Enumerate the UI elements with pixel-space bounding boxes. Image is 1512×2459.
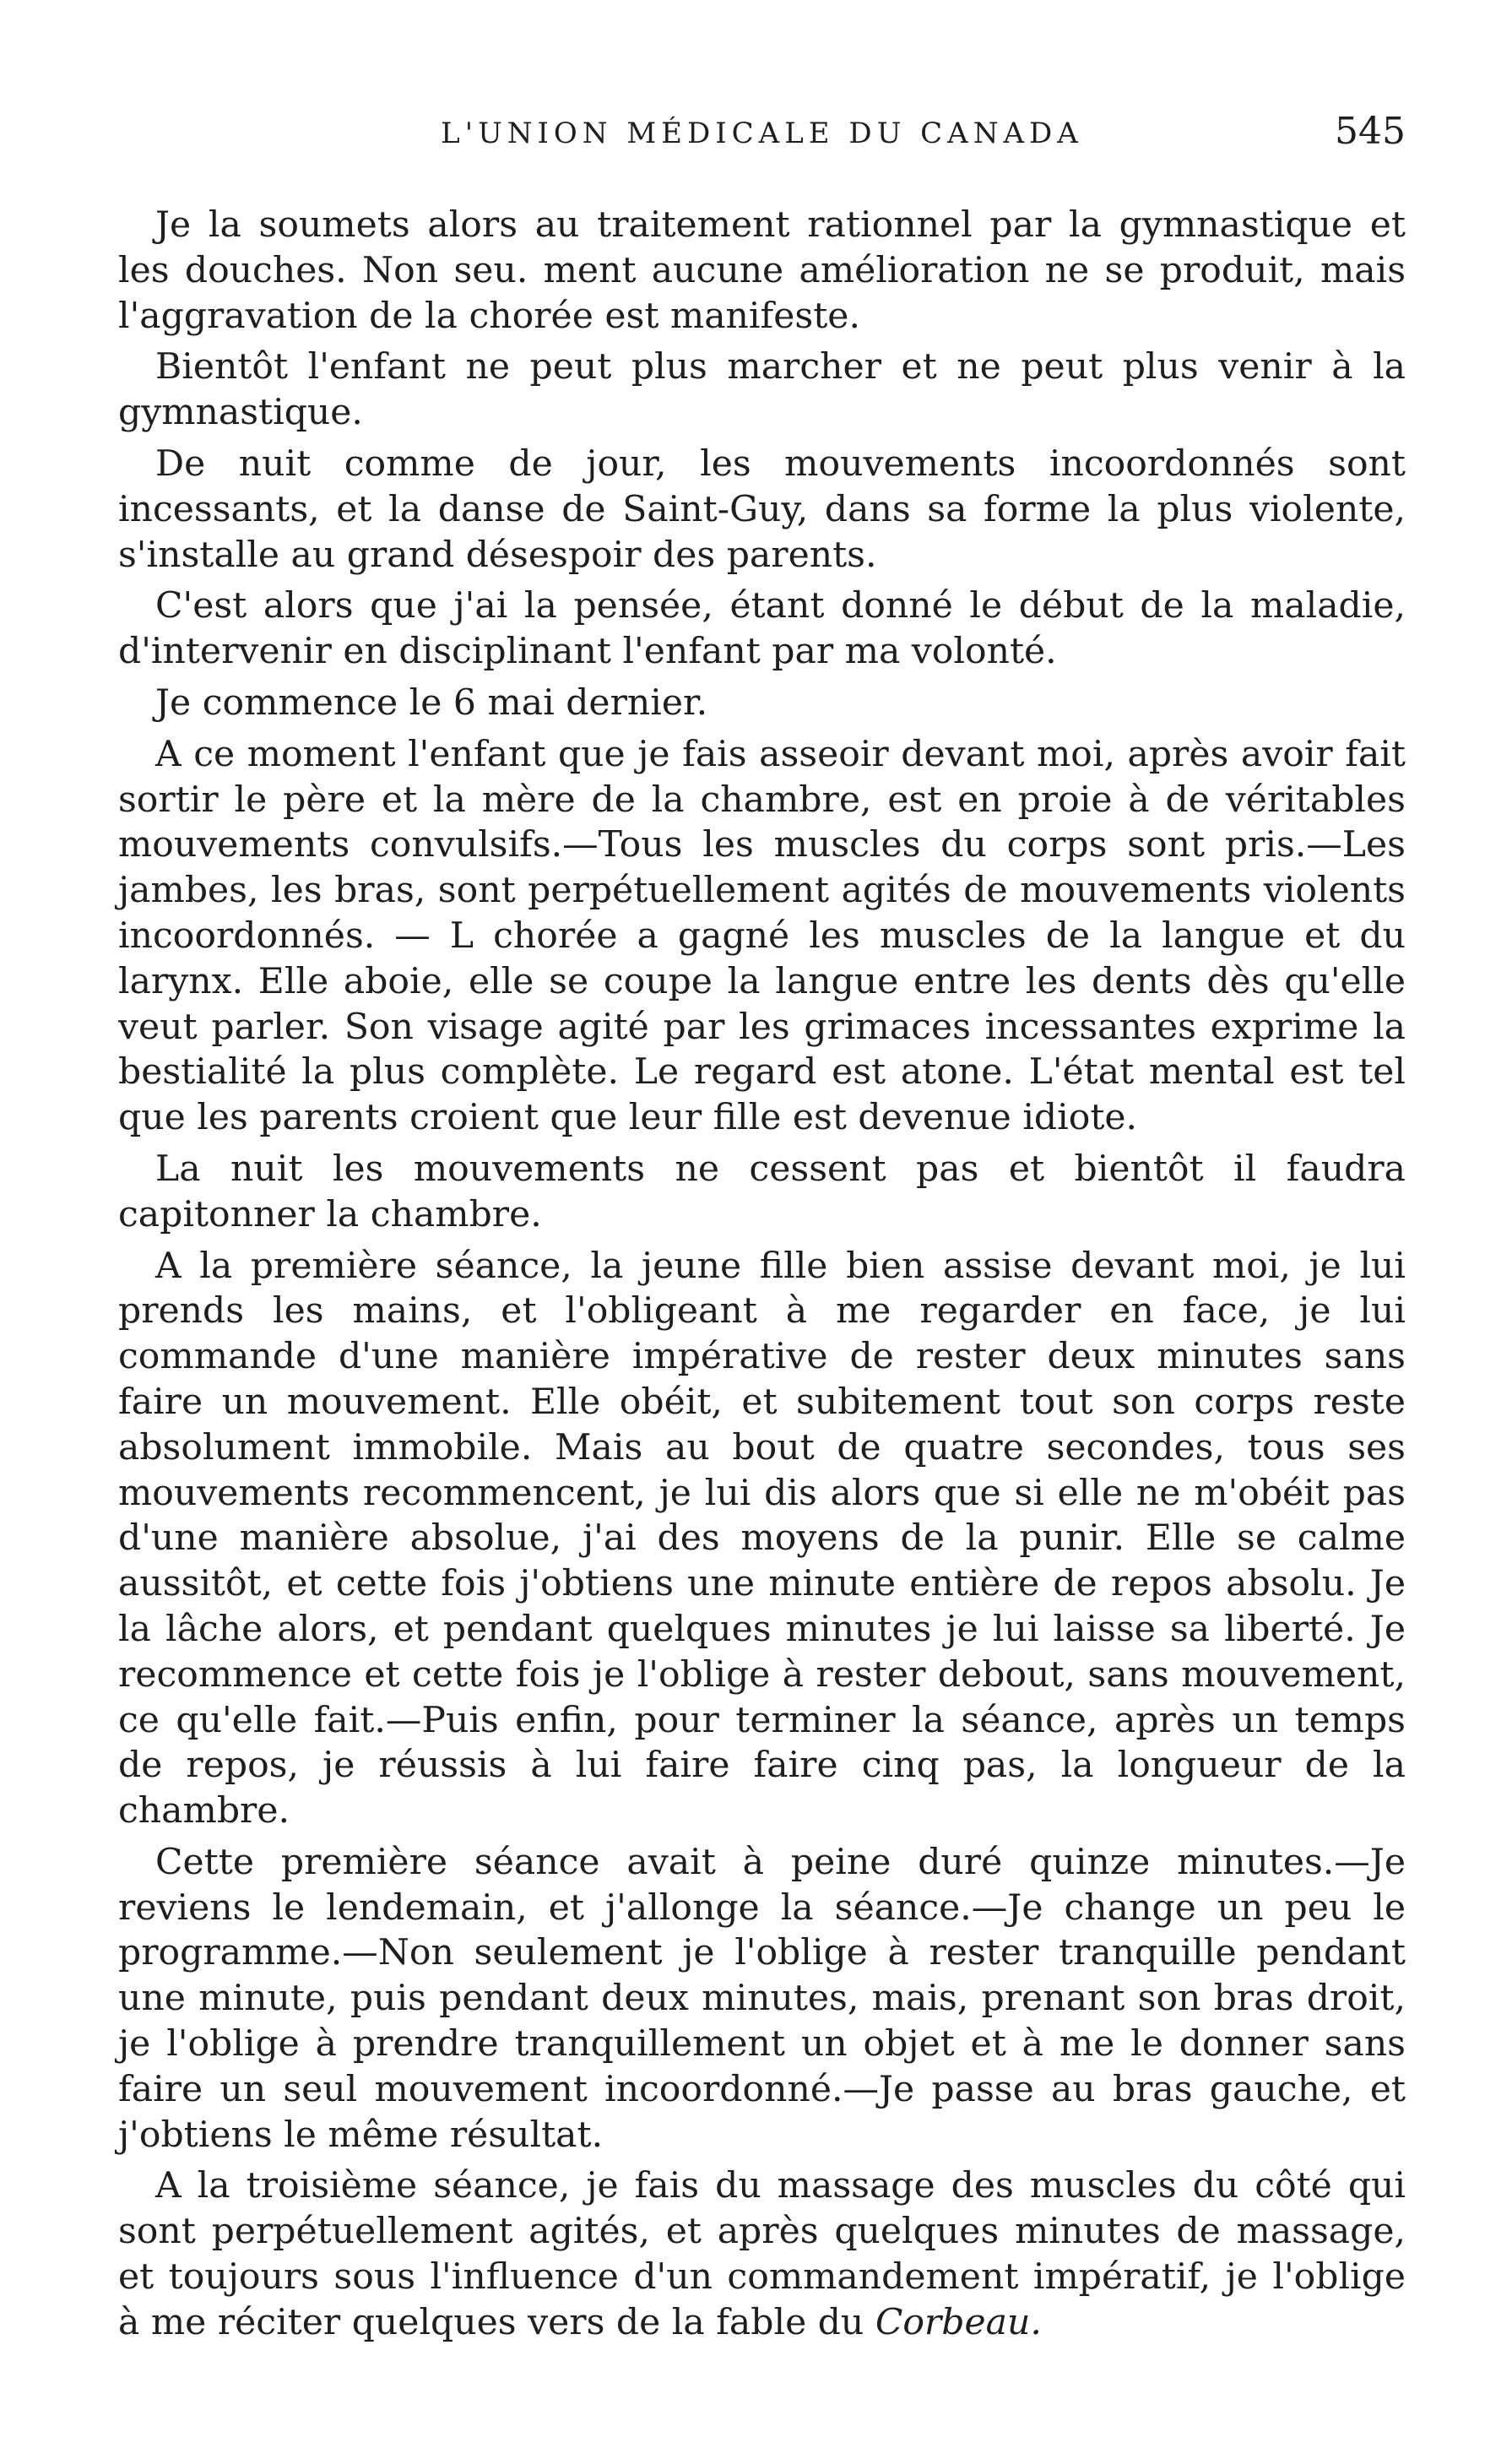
running-title: L'UNION MÉDICALE DU CANADA [441,117,1083,150]
paragraph: A ce moment l'enfant que je fais asseoir devant moi, après avoir fait sortir le père et la mère de la chambre, est en proie à de véritables mouvements convulsifs.—Tous les muscles du corps sont pris.—Les jambes, les bras, sont perpétuellement agités de mouvements violents incoordonnés. — L chorée a gagné les muscles de la langue et du larynx. Elle aboie, elle se coupe la langue entre les dents dès qu'elle veut parler. Son visage agité par les grimaces incessantes exprime la bestialité la plus complète. Le regard est atone. L'état mental est tel que les parents croient que leur fille est devenue idiote. [118,733,1406,1139]
paragraph: De nuit comme de jour, les mouvements incoordonnés sont incessants, et la danse de Saint-Guy, dans sa forme la plus violente, s'installe au grand désespoir des parents. [118,442,1406,576]
paragraph-last-text: A la troisième séance, je fais du massage des muscles du côté qui sont perpétuellement agités, et après quelques minutes de massage, et toujours sous l'influence d'un commandement impératif, je l'oblige à me réciter quelques vers de la fable du [118,2165,1406,2343]
paragraph-last [118,2163,1406,2345]
paragraph: Cette première séance avait à peine duré quinze minutes.—Je reviens le lendemain, et j'allonge la séance.—Je change un peu le programme.—Non seulement je l'oblige à rester tranquille pendant une minute, puis pendant deux minutes, mais, prenant son bras droit, je l'oblige à prendre tranquillement un objet et à me le donner sans faire un seul mouvement incoordonné.—Je passe au bras gauche, et j'obtiens le même résultat. [118,1841,1406,2156]
paragraph: Je la soumets alors au traitement rationnel par la gymnastique et les douches. Non seu. ment aucune amélioration ne se produit, mais l'aggravation de la chorée est manifeste. [118,204,1406,337]
paragraph: Bientôt l'enfant ne peut plus marcher et ne peut plus venir à la gymnastique. [118,346,1406,434]
body-text [118,203,1406,2346]
running-header [118,110,1406,169]
paragraph: A la première séance, la jeune fille bien assise devant moi, je lui prends les mains, et l'obligeant à me regarder en face, je lui commande d'une manière impérative de rester deux minutes sans faire un mouvement. Elle obéit, et subitement tout son corps reste absolument immobile. Mais au bout de quatre secondes, tous ses mouvements recommencent, je lui dis alors que si elle ne m'obéit pas d'une manière absolue, j'ai des moyens de la punir. Elle se calme aussitôt, et cette fois j'obtiens une minute entière de repos absolu. Je la lâche alors, et pendant quelques minutes je lui laisse sa liberté. Je recommence et cette fois je l'oblige à rester debout, sans mouvement, ce qu'elle fait.—Puis enfin, pour terminer la séance, après un temps de repos, je réussis à lui faire faire cinq pas, la longueur de la chambre. [118,1245,1406,1832]
italic-title: Corbeau. [875,2301,1042,2343]
page-number: 545 [1335,110,1406,153]
paragraph: La nuit les mouvements ne cessent pas et bientôt il faudra capitonner la chambre. [118,1148,1406,1235]
document-page [118,110,1406,2346]
paragraph: Je commence le 6 mai dernier. [155,681,708,724]
paragraph: C'est alors que j'ai la pensée, étant donné le début de la maladie, d'intervenir en disciplinant l'enfant par ma volonté. [118,585,1406,673]
